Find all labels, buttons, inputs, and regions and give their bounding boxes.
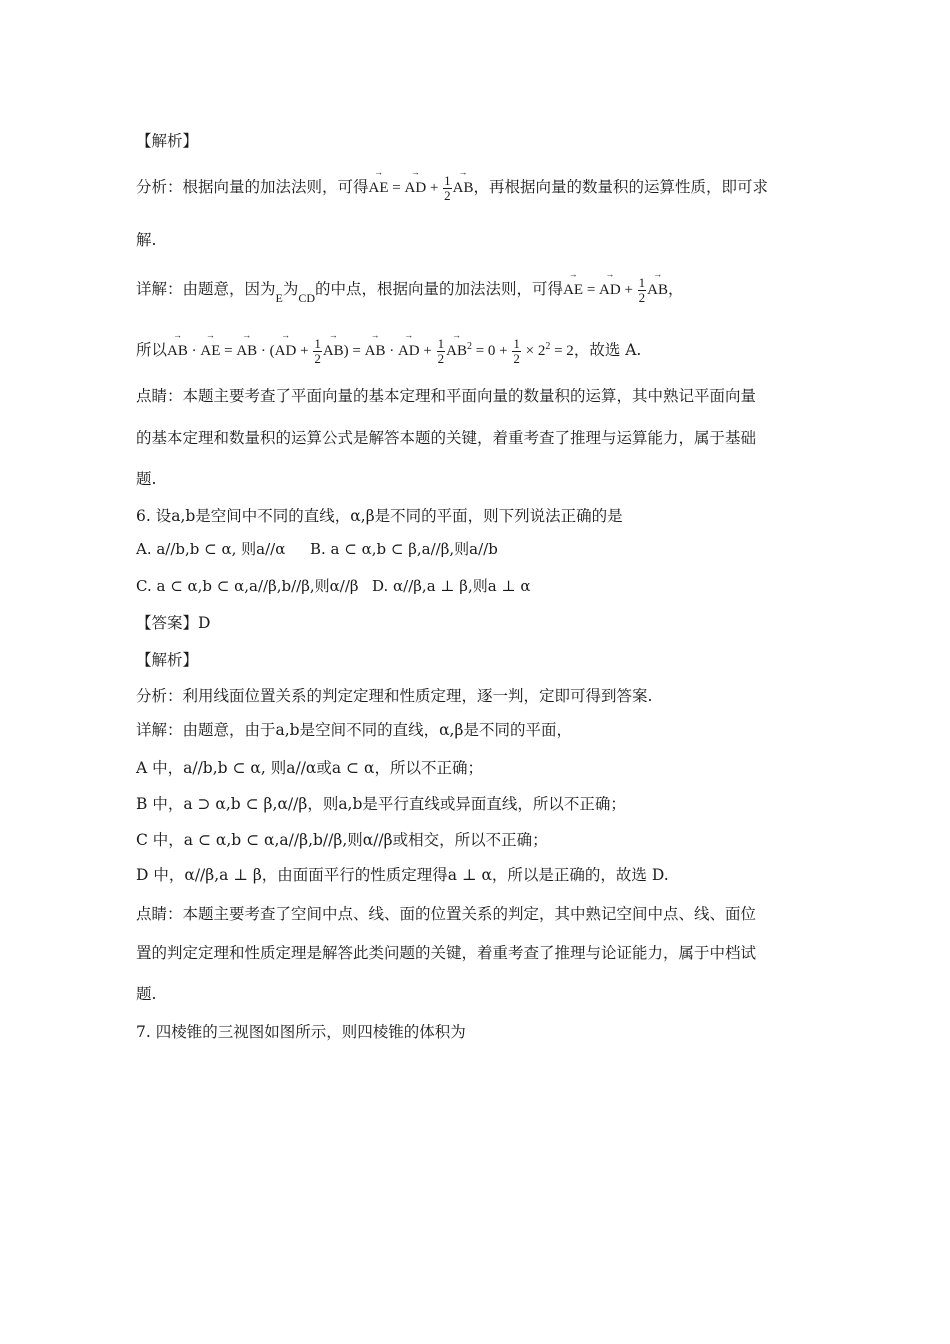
fraction-one-half [313,337,322,366]
case-a: A 中，a//b,b ⊂ α, 则a//α或a ⊂ α，所以不正确； [136,759,483,777]
plus-sign: + [620,281,637,298]
result: = 2 [550,343,574,359]
fraction-one-half [512,337,521,366]
option-c: C. a ⊂ α,b ⊂ α,a//β,b//β,则α//β [136,577,359,595]
fraction-one-half [443,174,452,203]
vector-ad: → AD [404,177,426,199]
fraction-one-half [638,276,647,305]
detail-mid: 为 [282,279,299,298]
vector-ab: → AB [365,340,386,362]
detail-mid2: 的中点，根据向量的加法法则，可得 [315,279,564,298]
formula-ae-equation [368,173,474,203]
formula-ae-equation-2 [563,275,669,305]
fraction-denominator: 2 [314,351,321,367]
analysis-text-suffix: ，再根据向量的数量积的运算性质，即可求 [473,177,768,196]
dot-sign: · [385,343,398,359]
equals-sign: = [348,343,365,359]
plus-sign: + [419,343,436,359]
plus-sign: + [426,179,443,196]
detail2-prefix: 所以 [136,341,168,359]
exponent: 2 [466,341,472,352]
case-c: C 中，a ⊂ α,b ⊂ α,a//β,b//β,则α//β或相交，所以不正确； [136,831,548,849]
comment-text-q6-line2: 置的判定定理和性质定理是解答此类问题的关键，着重考查了推理与论证能力，属于中档试 [136,944,757,962]
times-two: × 2 [521,343,546,359]
paren-open: ( [269,343,275,359]
section-heading-analysis: 【解析】 [136,132,199,150]
detail-end: ， [668,279,684,298]
fraction-numerator: 1 [513,336,520,352]
comment-text-q5-line3: 题. [136,470,157,488]
vector-ab: → AB [453,177,474,199]
vector-ab: → AB [236,340,257,362]
question-7: 7. 四棱锥的三视图如图所示，则四棱锥的体积为 [136,1023,466,1041]
fraction-one-half [437,337,446,366]
equals-sign: = [388,179,405,196]
comment-text-q6-line3: 题. [136,985,157,1003]
comment-text-q5-line1: 点睛：本题主要考查了平面向量的基本定理和平面向量的数量积的运算，其中熟记平面向量 [136,387,757,405]
detail-prefix: 详解：由题意，因为 [136,279,276,298]
detail2-suffix: ，故选 A. [573,341,642,359]
section-heading-analysis-2: 【解析】 [136,651,199,669]
vector-ab: → AB [323,340,344,362]
zero-plus: = 0 + [471,343,512,359]
vector-ab: → AB [167,340,188,362]
point-e-label: E [275,290,283,305]
fraction-denominator: 2 [638,290,646,305]
detail-text-q6: 详解：由题意，由于a,b是空间不同的直线，α,β是不同的平面， [136,721,572,739]
question-6: 6. 设a,b是空间中不同的直线，α,β是不同的平面，则下列说法正确的是 [136,507,623,525]
case-d: D 中，α//β,a ⊥ β，由面面平行的性质定理得a ⊥ α，所以是正确的，故选 D. [136,866,669,884]
case-b: B 中，a ⊃ α,b ⊂ β,α//β，则a,b是平行直线或异面直线，所以不正确； [136,795,626,813]
fraction-denominator: 2 [444,188,451,203]
equals-sign: = [583,281,600,298]
vector-ad: → AD [398,340,420,362]
dot-sign: · [257,343,270,359]
analysis-text-continuation: 解. [136,231,157,249]
detail-text-q5-line1 [136,276,684,305]
analysis-text-q5 [136,174,768,203]
vector-ab: → AB [446,340,467,362]
fraction-denominator: 2 [437,351,445,367]
exponent: 2 [545,341,551,352]
vector-ae: → AE [563,279,583,301]
vector-ad: → AD [275,340,297,362]
formula-dot-product [167,336,574,367]
comment-text-q5-line2: 的基本定理和数量积的运算公式是解答本题的关键，着重考查了推理与运算能力，属于基础 [136,429,757,447]
vector-ae: → AE [200,340,220,362]
vector-ae: → AE [369,177,389,199]
analysis-text-q6: 分析：利用线面位置关系的判定定理和性质定理，逐一判，定即可得到答案. [136,687,653,705]
vector-ad: → AD [599,279,621,301]
option-d: D. α//β,a ⊥ β,则a ⊥ α [372,577,531,595]
plus-sign: + [296,343,313,359]
vector-ab: → AB [647,279,668,301]
fraction-numerator: 1 [314,336,321,352]
fraction-denominator: 2 [513,351,520,367]
option-b: B. a ⊂ α,b ⊂ β,a//β,则a//b [310,540,498,558]
fraction-numerator: 1 [444,173,451,188]
segment-cd-label: CD [298,290,316,305]
analysis-text-prefix: 分析：根据向量的加法法则，可得 [136,177,369,196]
detail-text-q5-line2 [136,336,641,366]
fraction-numerator: 1 [437,336,445,352]
paren-close: ) [343,343,349,359]
fraction-numerator: 1 [638,275,646,290]
equals-sign: = [220,343,237,359]
dot-sign: · [187,343,201,359]
comment-text-q6-line1: 点睛：本题主要考查了空间中点、线、面的位置关系的判定，其中熟记空间中点、线、面位 [136,905,757,923]
option-a: A. a//b,b ⊂ α, 则a//α [136,540,286,558]
answer-line: 【答案】D [136,614,211,632]
